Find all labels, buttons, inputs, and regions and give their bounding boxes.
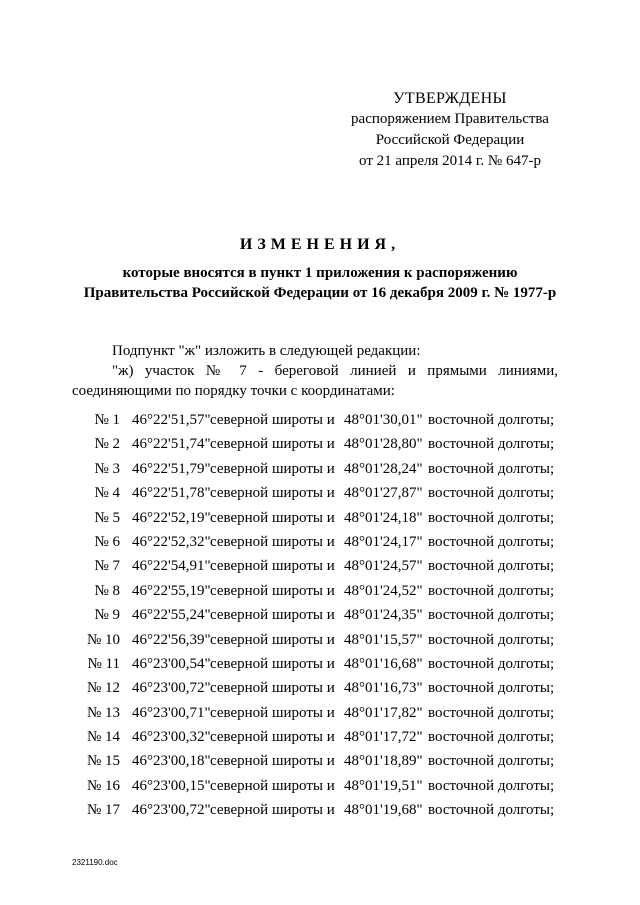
- latitude-value: 46°23'00,15": [132, 777, 211, 794]
- longitude-label: восточной долготы;: [428, 704, 555, 721]
- latitude-value: 46°22'51,78": [132, 485, 211, 502]
- approval-block: [330, 88, 570, 172]
- longitude-label: восточной долготы;: [428, 607, 555, 624]
- document-subtitle: [40, 263, 600, 303]
- coordinate-row: [72, 508, 562, 532]
- point-number: № 5: [94, 509, 120, 526]
- latitude-value: 46°22'56,39": [132, 631, 211, 648]
- point-number: № 12: [86, 680, 120, 697]
- point-number: № 7: [94, 558, 120, 575]
- longitude-value: 48°01'27,87": [344, 485, 423, 502]
- latitude-value: 46°23'00,32": [132, 729, 211, 746]
- subtitle-line: которые вносятся в пункт 1 приложения к распоряжению: [122, 265, 518, 281]
- longitude-value: 48°01'28,80": [344, 436, 423, 453]
- coordinate-row: [72, 581, 562, 605]
- latitude-value: 46°22'51,79": [132, 460, 211, 477]
- latitude-value: 46°22'55,24": [132, 607, 211, 624]
- longitude-label: восточной долготы;: [428, 582, 555, 599]
- latitude-label: северной широты и: [210, 582, 335, 599]
- coordinate-row: [72, 532, 562, 556]
- point-number: № 9: [94, 607, 120, 624]
- longitude-value: 48°01'19,68": [344, 802, 423, 819]
- coordinate-points-list: [72, 410, 562, 825]
- latitude-label: северной широты и: [210, 680, 335, 697]
- longitude-label: восточной долготы;: [428, 485, 555, 502]
- longitude-label: восточной долготы;: [428, 533, 555, 550]
- approval-line: распоряжением Правительства: [351, 111, 549, 127]
- coordinate-row: [72, 459, 562, 483]
- longitude-value: 48°01'17,82": [344, 704, 423, 721]
- coordinate-row: [72, 800, 562, 824]
- longitude-value: 48°01'15,57": [344, 631, 423, 648]
- point-number: № 13: [86, 704, 120, 721]
- latitude-label: северной широты и: [210, 607, 335, 624]
- point-number: № 15: [86, 753, 120, 770]
- longitude-value: 48°01'18,89": [344, 753, 423, 770]
- longitude-label: восточной долготы;: [428, 680, 555, 697]
- coordinate-row: [72, 434, 562, 458]
- point-number: № 1: [94, 412, 120, 428]
- latitude-label: северной широты и: [210, 802, 335, 819]
- point-number: № 10: [86, 631, 120, 648]
- latitude-label: северной широты и: [210, 655, 335, 672]
- point-number: № 14: [86, 729, 120, 746]
- point-number: № 3: [94, 460, 120, 477]
- coordinate-row: [72, 630, 562, 654]
- longitude-value: 48°01'24,52": [344, 582, 423, 599]
- latitude-value: 46°22'51,74": [132, 436, 211, 453]
- coordinate-row: [72, 605, 562, 629]
- latitude-label: северной широты и: [210, 436, 335, 453]
- longitude-value: 48°01'24,35": [344, 607, 423, 624]
- latitude-label: северной широты и: [210, 631, 335, 648]
- latitude-value: 46°22'55,19": [132, 582, 211, 599]
- latitude-value: 46°23'00,72": [132, 802, 211, 819]
- intro-line: "ж) участок № 7 - береговой линией и прямыми линиями,: [112, 363, 558, 379]
- longitude-label: восточной долготы;: [428, 753, 555, 770]
- longitude-value: 48°01'24,18": [344, 509, 423, 526]
- longitude-label: восточной долготы;: [428, 777, 555, 794]
- approval-line: Российской Федерации: [375, 132, 525, 148]
- longitude-value: 48°01'24,57": [344, 558, 423, 575]
- longitude-label: восточной долготы;: [428, 436, 555, 453]
- coordinate-row: [72, 776, 562, 800]
- intro-line: Подпункт "ж" изложить в следующей редакции:: [112, 343, 421, 359]
- longitude-value: 48°01'24,17": [344, 533, 423, 550]
- longitude-value: 48°01'30,01": [344, 412, 423, 428]
- point-number: № 8: [94, 582, 120, 599]
- longitude-value: 48°01'16,73": [344, 680, 423, 697]
- coordinate-row: [72, 703, 562, 727]
- longitude-label: восточной долготы;: [428, 655, 555, 672]
- latitude-label: северной широты и: [210, 558, 335, 575]
- subtitle-line: Правительства Российской Федерации от 16 декабря 2009 г. № 1977-р: [83, 285, 557, 301]
- approval-date-number: от 21 апреля 2014 г. № 647-р: [359, 153, 541, 169]
- intro-line: соединяющими по порядку точки с координатами:: [72, 383, 395, 399]
- latitude-value: 46°22'52,19": [132, 509, 211, 526]
- longitude-label: восточной долготы;: [428, 412, 555, 428]
- latitude-value: 46°23'00,54": [132, 655, 211, 672]
- latitude-value: 46°22'52,32": [132, 533, 211, 550]
- latitude-value: 46°22'51,57": [132, 412, 211, 428]
- latitude-label: северной широты и: [210, 460, 335, 477]
- approval-heading: УТВЕРЖДЕНЫ: [393, 90, 507, 107]
- longitude-label: восточной долготы;: [428, 631, 555, 648]
- point-number: № 6: [94, 533, 120, 550]
- latitude-label: северной широты и: [210, 753, 335, 770]
- longitude-value: 48°01'16,68": [344, 655, 423, 672]
- longitude-label: восточной долготы;: [428, 729, 555, 746]
- latitude-label: северной широты и: [210, 533, 335, 550]
- point-number: № 2: [94, 436, 120, 453]
- intro-text: [72, 341, 558, 401]
- coordinate-row: [72, 654, 562, 678]
- latitude-label: северной широты и: [210, 485, 335, 502]
- coordinate-row: [72, 678, 562, 702]
- file-name-footer: 2321190.doc: [72, 858, 118, 867]
- longitude-value: 48°01'28,24": [344, 460, 423, 477]
- longitude-label: восточной долготы;: [428, 460, 555, 477]
- coordinate-row: [72, 410, 562, 434]
- longitude-label: восточной долготы;: [428, 802, 555, 819]
- latitude-value: 46°23'00,72": [132, 680, 211, 697]
- coordinate-row: [72, 556, 562, 580]
- coordinate-row: [72, 751, 562, 775]
- latitude-value: 46°23'00,18": [132, 753, 211, 770]
- point-number: № 11: [87, 655, 120, 672]
- latitude-value: 46°22'54,91": [132, 558, 211, 575]
- latitude-label: северной широты и: [210, 729, 335, 746]
- coordinate-row: [72, 727, 562, 751]
- coordinate-row: [72, 483, 562, 507]
- longitude-value: 48°01'19,51": [344, 777, 423, 794]
- point-number: № 17: [86, 802, 120, 819]
- latitude-value: 46°23'00,71": [132, 704, 211, 721]
- latitude-label: северной широты и: [210, 412, 335, 428]
- latitude-label: северной широты и: [210, 777, 335, 794]
- longitude-value: 48°01'17,72": [344, 729, 423, 746]
- point-number: № 4: [94, 485, 120, 502]
- latitude-label: северной широты и: [210, 509, 335, 526]
- longitude-label: восточной долготы;: [428, 558, 555, 575]
- latitude-label: северной широты и: [210, 704, 335, 721]
- longitude-label: восточной долготы;: [428, 509, 555, 526]
- document-title: ИЗМЕНЕНИЯ,: [239, 236, 401, 253]
- point-number: № 16: [86, 777, 120, 794]
